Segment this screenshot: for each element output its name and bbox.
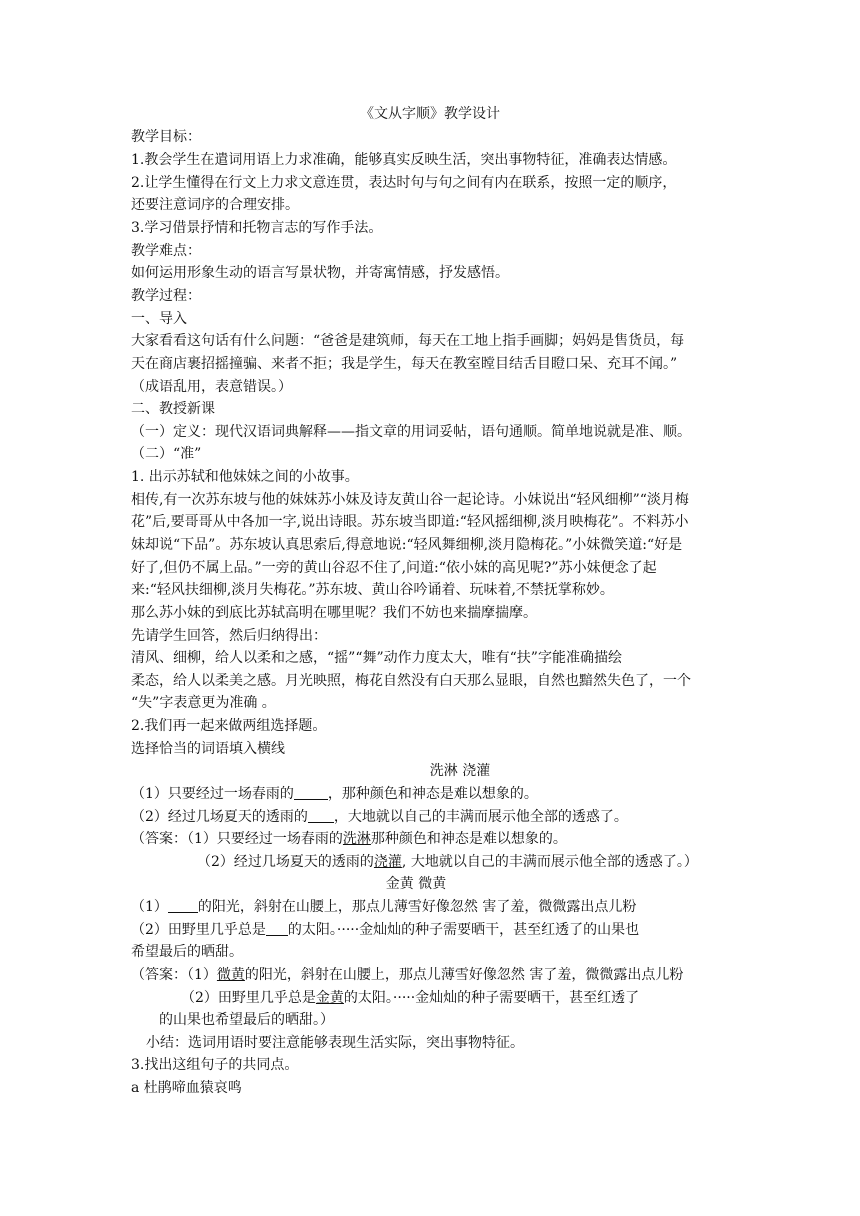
zhun-heading: （二）“准” [131,446,202,462]
fill-blank [168,898,198,913]
section-1-para-line-2: 天在商店裹招摇撞骗、来者不拒；我是学生，每天在教室瞠目结舌目瞪口呆、充耳不闻。” [131,356,678,372]
group-2-answer-1 [131,964,736,987]
group-1-words: 洗淋 浇灌 [429,763,491,779]
answer-word: 洗淋 [342,831,371,847]
question-text: （1） [131,899,168,915]
group-1-question-2 [131,806,736,829]
answer-text: （2）田野里几乎总是 [181,990,316,1006]
summary-line-1: 清风、细柳，给人以柔和之感，“摇”“舞”动作力度太大，唯有“扶”字能准确描绘 [131,650,622,666]
answer-text: （答案：（1） [131,967,217,983]
answer-word: 浇灌 [373,854,402,870]
fill-blank [308,808,334,823]
section-1-para-line-3: （成语乱用，表意错误。） [131,379,292,395]
goal-2-line-2: 还要注意词序的合理安排。 [131,197,299,213]
group-1-answer-2 [197,851,802,874]
goal-2-line-1: 2.让学生懂得在行文上力求文意连贯，表达时句与句之间有内在联系，按照一定的顺序， [131,175,677,191]
answer-text: , 大地就以自己的丰满而展示他全部的透惑了。） [401,854,698,870]
goal-1: 1.教会学生在遣词用语上力求准确，能够真实反映生活，突出事物特征，准确表达情感。 [131,152,677,168]
group-2-question-1 [131,896,736,919]
section-1-heading: 一、导入 [131,311,187,327]
answer-text: 的阳光，斜射在山腰上，那点儿薄雪好像忽然 害了羞，微微露出点儿粉 [244,967,684,983]
summary-line-2: 柔态，给人以柔美之感。月光映照，梅花自然没有白天那么显眼，自然也黯然失色了，一个 [131,673,691,689]
choose-heading: 选择恰当的词语填入横线 [131,741,285,757]
story-line-5: 来:“轻风扶细柳,淡月失梅花。”苏东坡、黄山谷吟诵着、玩味着,不禁抚掌称妙。 [131,582,614,598]
question: 那么苏小妹的到底比苏轼高明在哪里呢？我们不妨也来揣摩揣摩。 [131,605,537,621]
story-line-2: 花”后,要哥哥从中各加一字,说出诗眼。苏东坡当即道:“轻风摇细柳,淡月映梅花”。不料苏小 [131,514,689,530]
answer-text: 那种颜色和神态是难以想象的。 [370,831,567,847]
question-text: （2）经过几场夏天的透雨的 [131,809,308,825]
question-text: 的太阳。·····金灿灿的种子需要晒干，甚至红透了的山果也 [287,922,640,938]
group-1-answer-1 [131,828,736,851]
group-2-question-2 [131,919,736,942]
difficulty-heading: 教学难点： [131,243,201,259]
group-2-words: 金黄 微黄 [385,876,447,892]
question-text: （2）田野里几乎总是 [131,922,266,938]
answer-text: （2）经过几场夏天的透雨的 [197,854,374,870]
item-1: 1. 出示苏轼和他妹妹之间的小故事。 [131,469,359,485]
question-text: 的阳光，斜射在山腰上，那点儿薄雪好像忽然 害了羞，微微露出点儿粉 [197,899,637,915]
definition: （一）定义：现代汉语词典解释——指文章的用词妥帖，语句通顺。简单地说就是准、顺。 [131,424,691,440]
document-title: 《文从字顺》教学设计 [360,106,500,122]
summary-line-3: “失”字表意更为准确 。 [131,695,276,711]
answer-word: 金黄 [315,990,344,1006]
group-2-answer-2-cont: 的山果也希望最后的晒甜。） [159,1012,334,1028]
story-line-4: 好了,但仍不属上品。”一旁的黄山谷忍不住了,问道:“依小妹的高见呢?”苏小妹便念了起 [131,560,657,576]
answer-text: （答案：（1）只要经过一场春雨的 [131,831,343,847]
question-text: ，大地就以自己的丰满而展示他全部的透惑了。 [333,809,628,825]
summary-intro: 先请学生回答，然后归纳得出： [131,628,327,644]
story-line-3: 妹却说“下品”。苏东坡认真思索后,得意地说:“轻风舞细柳,淡月隐梅花。”小妹微笑道:“好是 [131,537,683,553]
fill-blank [266,921,288,936]
small-summary: 小结：选词用语时要注意能够表现生活实际，突出事物特征。 [146,1035,524,1051]
answer-text: 的太阳。·····金灿灿的种子需要晒干，甚至红透了 [343,990,640,1006]
question-text: （1）只要经过一场春雨的 [131,786,294,802]
group-2-question-2-cont: 希望最后的晒甜。 [131,944,243,960]
goal-3: 3.学习借景抒情和托物言志的写作手法。 [131,220,383,236]
group-2-answer-2 [181,987,786,1010]
item-3: 3.找出这组句子的共同点。 [131,1057,299,1073]
fill-blank [294,785,328,800]
goals-heading: 教学目标： [131,129,201,145]
section-2-heading: 二、教授新课 [131,401,215,417]
difficulty-text: 如何运用形象生动的语言写景状物，并寄寓情感，抒发感悟。 [131,265,509,281]
section-1-para-line-1: 大家看看这句话有什么问题：“爸爸是建筑师，每天在工地上指手画脚；妈妈是售货员，每 [131,333,685,349]
process-heading: 教学过程： [131,288,201,304]
answer-word: 微黄 [216,967,245,983]
item-3-a: a 杜鹃啼血猿哀鸣 [131,1080,242,1096]
item-2: 2.我们再一起来做两组选择题。 [131,718,327,734]
story-line-1: 相传,有一次苏东坡与他的妹妹苏小妹及诗友黄山谷一起论诗。小妹说出“轻风细柳”“淡月梅 [131,492,689,508]
question-text: ，那种颜色和神态是难以想象的。 [327,786,538,802]
group-1-question-1 [131,783,736,806]
